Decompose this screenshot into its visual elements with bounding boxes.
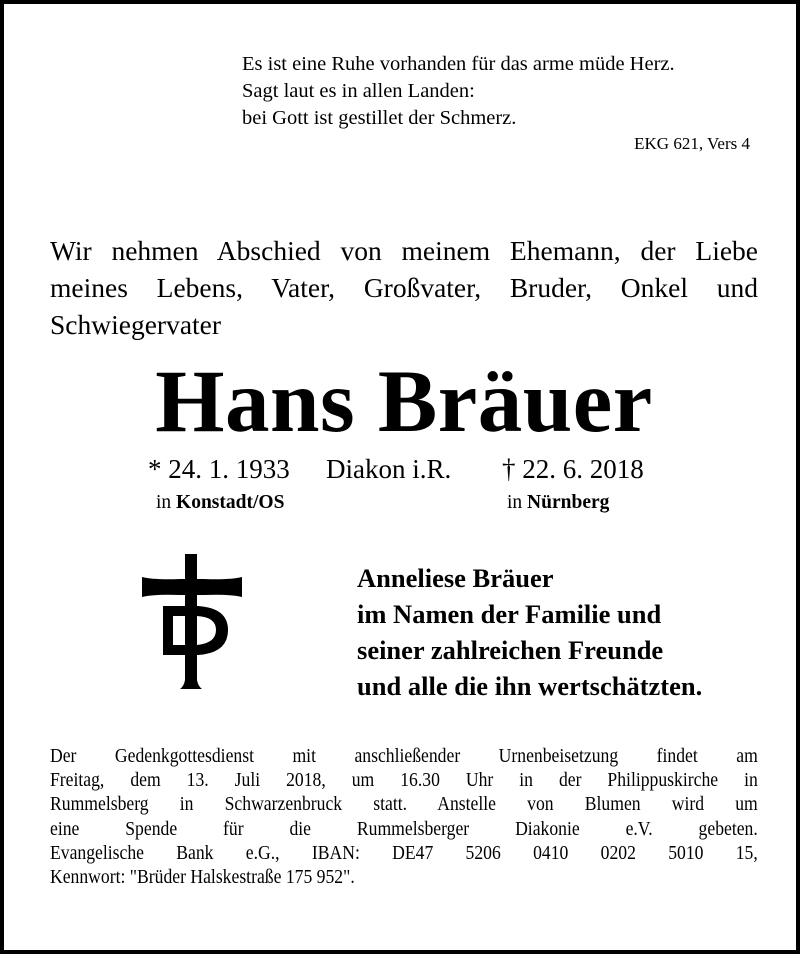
birth-place bbox=[156, 491, 284, 515]
deceased-name: Hans Bräuer bbox=[155, 353, 653, 451]
service-info-line: Der Gedenkgottesdienst mit anschließender Urnenbeisetzung findet am bbox=[50, 745, 758, 767]
intro-line: Schwiegervater bbox=[50, 309, 222, 340]
signature-line: im Namen der Familie und bbox=[357, 599, 662, 629]
birth-place-prefix: in bbox=[156, 492, 172, 513]
verse-line: bei Gott ist gestillet der Schmerz. bbox=[242, 107, 517, 129]
service-info-line: eine Spende für die Rummelsberger Diakonie e.V. gebeten. bbox=[50, 817, 758, 840]
verse-line: Es ist eine Ruhe vorhanden für das arme müde Herz. bbox=[242, 53, 675, 75]
signature-block bbox=[357, 560, 702, 704]
death-date: † 22. 6. 2018 bbox=[502, 454, 644, 484]
birth-place-name: Konstadt/OS bbox=[176, 492, 285, 513]
deceased-title: Diakon i.R. bbox=[326, 454, 452, 484]
signature-line: und alle die ihn wertschätzten. bbox=[357, 671, 703, 701]
diakonie-cross-icon bbox=[140, 552, 244, 690]
intro-line: meines Lebens, Vater, Großvater, Bruder, Onkel und bbox=[50, 272, 758, 303]
death-place-prefix: in bbox=[507, 492, 523, 513]
signature-line: seiner zahlreichen Freunde bbox=[357, 635, 664, 665]
intro-text bbox=[50, 232, 758, 343]
death-place bbox=[507, 491, 609, 515]
service-info-line: Kennwort: "Brüder Halskestraße 175 952". bbox=[50, 865, 355, 888]
birth-date: * 24. 1. 1933 bbox=[148, 454, 290, 484]
death-place-name: Nürnberg bbox=[527, 492, 610, 513]
verse-line: Sagt laut es in allen Landen: bbox=[242, 80, 475, 102]
service-info bbox=[50, 744, 758, 889]
service-info-line: Rummelsberg in Schwarzenbruck statt. Anstelle von Blumen wird um bbox=[50, 793, 758, 816]
verse-reference: EKG 621, Vers 4 bbox=[634, 134, 750, 153]
service-info-line: Evangelische Bank e.G., IBAN: DE47 5206 0410 0202 5010 15, bbox=[50, 841, 758, 864]
signature-line: Anneliese Bräuer bbox=[357, 563, 554, 593]
service-info-line: Freitag, dem 13. Juli 2018, um 16.30 Uhr in der Philippuskirche in bbox=[50, 769, 758, 792]
verse-quote bbox=[242, 51, 675, 132]
intro-line: Wir nehmen Abschied von meinem Ehemann, der Liebe bbox=[50, 235, 758, 266]
